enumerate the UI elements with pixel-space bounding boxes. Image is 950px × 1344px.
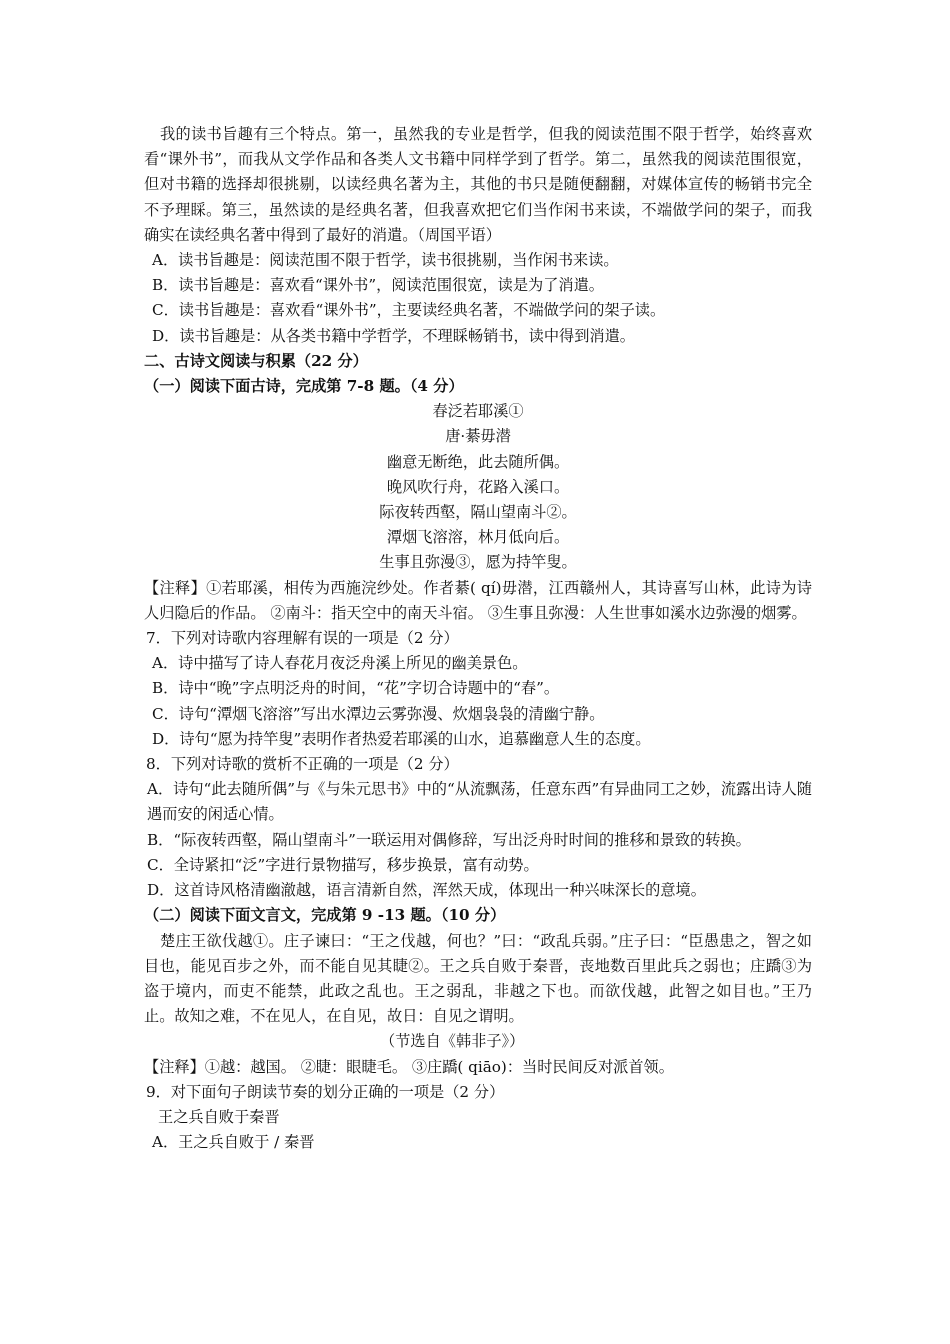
q9-option-a: A．王之兵自败于 / 秦晋: [152, 1133, 315, 1152]
q8-option-a: A．诗句“此去随所偶”与《与朱元思书》中的“从流飘荡，任意东西”有异曲同工之妙，流露出诗人随遇而安的闲适心情。: [147, 780, 812, 824]
poem-line: 潭烟飞溶溶，林月低向后。: [386, 528, 570, 547]
classical-annotation: 【注释】①越：越国。 ②睫：眼睫毛。 ③庄蹻( qiāo)：当时民间反对派首领。: [144, 1057, 674, 1076]
poem-author: 唐·綦毋潜: [445, 427, 511, 446]
q6-option-c: C．读书旨趣是：喜欢看“课外书”，主要读经典名著，不端做学问的架子读。: [152, 301, 666, 320]
q8-option-b: B．“际夜转西壑，隔山望南斗”一联运用对偶修辞，写出泛舟时时间的推移和景致的转换。: [147, 830, 751, 849]
poem-line: 幽意无断绝，此去随所偶。: [386, 452, 570, 471]
part-heading-classical: （二）阅读下面文言文，完成第 9 -13 题。（10 分）: [144, 906, 506, 925]
q6-option-b: B．读书旨趣是：喜欢看“课外书”，阅读范围很宽，读是为了消遣。: [152, 276, 604, 295]
classical-source: （节选自《韩非子》）: [380, 1032, 525, 1051]
q7-option-a: A．诗中描写了诗人春花月夜泛舟溪上所见的幽美景色。: [152, 654, 528, 673]
q8-stem: 8．下列对诗歌的赏析不正确的一项是（2 分）: [146, 755, 459, 774]
poem-line: 生事且弥漫③，愿为持竿叟。: [379, 553, 577, 572]
classical-passage: 楚庄王欲伐越①。庄子谏曰：“王之伐越，何也？”曰：“政乱兵弱。”庄子曰：“臣愚患之，智之如目也，能见百步之外，而不能自见其睫②。王之兵自败于秦晋，丧地数百里此兵之弱也；庄蹻③为盗于境内，而吏不能禁，此政之乱也。王之弱乱，非越之下也。而欲伐越，此智之如目也。”王乃止。故知之难，不在见人，在自见，故日：自见之谓明。: [144, 931, 812, 1026]
q9-stem: 9．对下面句子朗读节奏的划分正确的一项是（2 分）: [146, 1082, 505, 1101]
q8-option-d: D．这首诗风格清幽澈越，语言清新自然，浑然天成，体现出一种兴味深长的意境。: [147, 881, 706, 900]
q7-option-d: D．诗句“愿为持竿叟”表明作者热爱若耶溪的山水，追慕幽意人生的态度。: [152, 729, 651, 748]
q9-sentence: 王之兵自败于秦晋: [158, 1107, 280, 1126]
q7-option-c: C．诗句“潭烟飞溶溶”写出水潭边云雾弥漫、炊烟袅袅的清幽宁静。: [152, 704, 605, 723]
q7-stem: 7．下列对诗歌内容理解有误的一项是（2 分）: [146, 629, 459, 648]
q7-option-b: B．诗中“晚”字点明泛舟的时间，“花”字切合诗题中的“春”。: [152, 679, 560, 698]
section-heading: 二、古诗文阅读与积累（22 分）: [144, 351, 368, 370]
poem-line: 际夜转西壑，隔山望南斗②。: [379, 503, 577, 522]
q6-option-d: D．读书旨趣是：从各类书籍中学哲学，不理睬畅销书，读中得到消遣。: [152, 326, 635, 345]
poem-annotation: 【注释】①若耶溪，相传为西施浣纱处。作者綦( qí)毋潜，江西赣州人，其诗喜写山林，此诗为诗人归隐后的作品。 ②南斗：指天空中的南天斗宿。 ③生事且弥漫：人生世事如溪水边弥漫的烟雾。: [144, 578, 812, 622]
part-heading-poem: （一）阅读下面古诗，完成第 7-8 题。（4 分）: [144, 377, 464, 396]
poem-title: 春泛若耶溪①: [432, 402, 524, 421]
reading-passage: 我的读书旨趣有三个特点。第一，虽然我的专业是哲学，但我的阅读范围不限于哲学，始终喜欢看“课外书”，而我从文学作品和各类人文书籍中同样学到了哲学。第二，虽然我的阅读范围很宽，但对书籍的选择却很挑剔，以读经典名著为主，其他的书只是随便翻翻，对媒体宣传的畅销书完全不予理睬。第三，虽然读的是经典名著，但我喜欢把它们当作闲书来读，不端做学问的架子，而我确实在读经典名著中得到了最好的消遣。（周国平语）: [144, 125, 812, 244]
q8-option-c: C．全诗紧扣“泛”字进行景物描写，移步换景，富有动势。: [147, 855, 539, 874]
poem-line: 晚风吹行舟，花路入溪口。: [386, 477, 570, 496]
document-page: [144, 122, 812, 1155]
q6-option-a: A．读书旨趣是：阅读范围不限于哲学，读书很挑剔，当作闲书来读。: [152, 251, 619, 270]
